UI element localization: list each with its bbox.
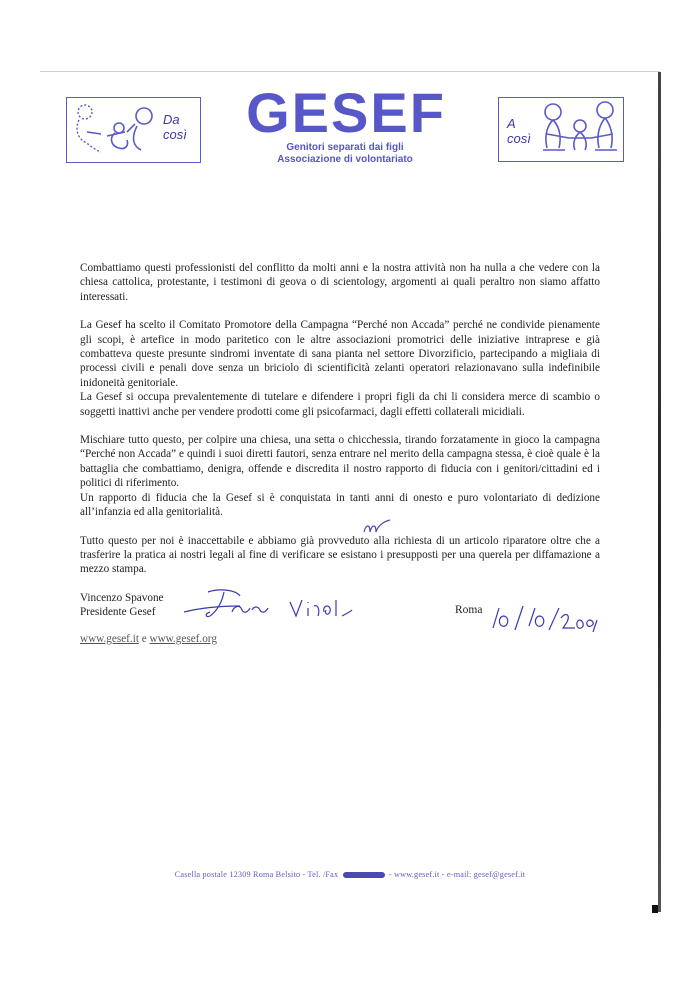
scan-edge-right — [658, 72, 661, 912]
website-separator: e — [138, 633, 150, 645]
left-box-text — [163, 112, 187, 142]
left-box-line2: così — [163, 127, 187, 142]
paragraph-2b: La Gesef si occupa prevalentemente di tutelare e difendere i propri figli da chi li considera merce di scambio o soggetti inattivi anche per vendere prodotti come gli psicofarmaci, dagli effetti collaterali micidiali. — [80, 391, 600, 418]
letter-body — [80, 261, 600, 591]
redacted-phone-mark — [343, 872, 385, 878]
logo-box-right — [498, 97, 624, 162]
handwritten-mark-icon — [362, 518, 392, 538]
left-box-line1: Da — [163, 112, 180, 127]
tagline-line2: Associazione di volontariato — [277, 154, 413, 165]
signer-role: Presidente Gesef — [80, 606, 156, 619]
scan-edge-top — [40, 71, 660, 72]
brand-tagline — [200, 142, 490, 166]
footer-address: Casella postale 12309 Roma Belsito - Tel. /Fax — [174, 870, 339, 879]
brand-logo: GESEF — [246, 81, 446, 144]
websites-line — [80, 633, 217, 645]
scan-mark — [652, 905, 658, 913]
footer-web-email: - www.gesef.it - e-mail: gesef@gesef.it — [388, 870, 526, 879]
logo-box-left — [66, 97, 201, 163]
paragraph-3a: Mischiare tutto questo, per colpire una chiesa, una setta o chicchessia, tirando forzatamente in gioco la campagna “Perché non Accada” e quindi i suoi diretti fautori, senza entrare nel merito della campagna stessa, è cioè quale è la battaglia che combattiamo, denigra, offende e discredita il nostro rapporto di fiducia con i genitori/cittadini ed i politici di riferimento. — [80, 434, 600, 490]
united-family-icon — [539, 100, 621, 158]
website-link-1[interactable]: www.gesef.it — [80, 633, 139, 645]
right-box-line2: così — [507, 131, 531, 146]
letter-city: Roma — [455, 604, 483, 616]
signer-name: Vincenzo Spavone — [80, 592, 164, 604]
handwritten-date — [487, 602, 602, 634]
paragraph-4: Tutto questo per noi è inaccettabile e abbiamo già provveduto alla richiesta di un articolo riparatore oltre che a trasferire la pratica ai nostri legali al fine di verificare se esistano i presupposti per una querela per diffamazione a mezzo stampa. — [80, 534, 600, 576]
right-box-line1: A — [507, 116, 516, 131]
separated-family-icon — [71, 102, 161, 160]
handwritten-signature — [180, 582, 360, 622]
website-link-2[interactable]: www.gesef.org — [149, 633, 217, 645]
paragraph-1: Combattiamo questi professionisti del conflitto da molti anni e la nostra attività non ha nulla a che vedere con la chiesa cattolica, protestante, i testimoni di geova o di scientology, argomenti ai quali peraltro non siamo affatto interessati. — [80, 262, 600, 303]
paragraph-3b: Un rapporto di fiducia che la Gesef si è conquistata in tanti anni di onesto e puro volontariato di dedizione all’infanzia ed alla genitorialità. — [80, 491, 600, 519]
footer-contact — [100, 870, 600, 879]
right-box-text — [507, 116, 531, 146]
paragraph-2a: La Gesef ha scelto il Comitato Promotore della Campagna “Perché non Accada” perché ne condivide pienamente gli scopi, è artefice in modo paritetico con le altre associazioni promotrici delle iniziative intraprese e già combatteva queste presunte sindromi inventate di sana pianta nel settore Divorzificio, partecipando a migliaia di processi civili e penali dove senza un briciolo di scientificità zelanti operatori relazionavano sulla indefinibile inidoneità genitoriale. — [80, 319, 600, 389]
tagline-line1: Genitori separati dai figli — [286, 142, 404, 153]
signature-block — [80, 591, 164, 620]
